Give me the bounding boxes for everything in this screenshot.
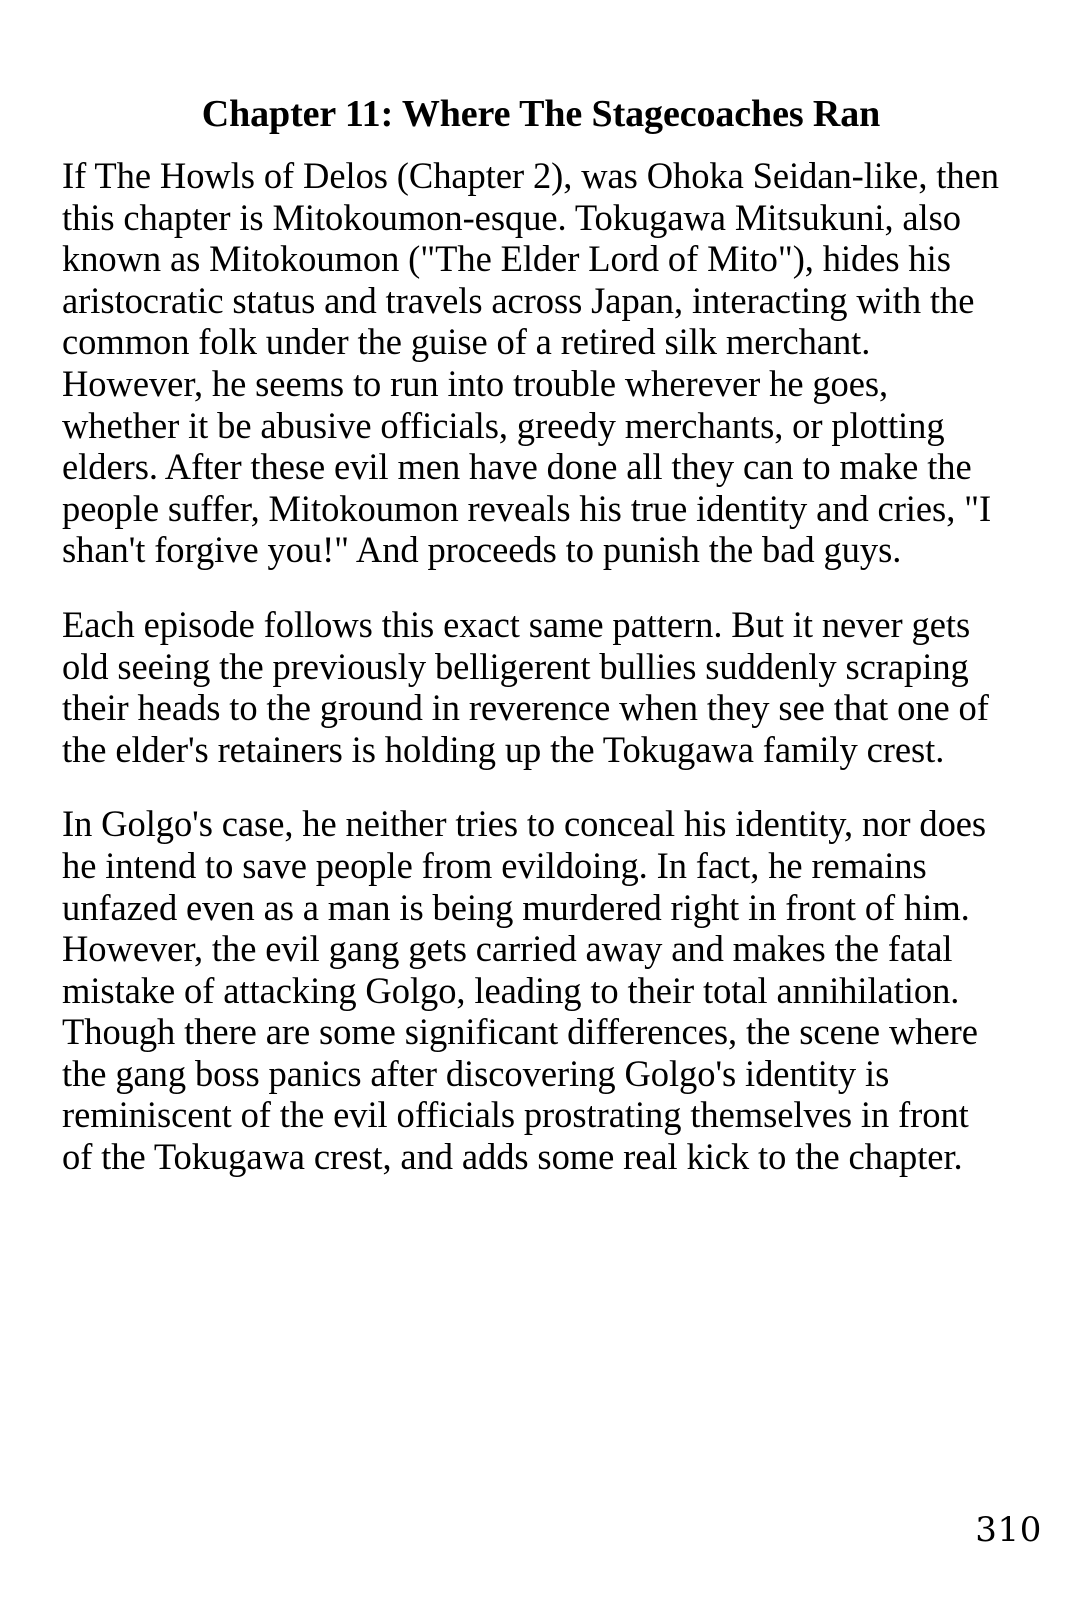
body-paragraph-1: If The Howls of Delos (Chapter 2), was Ohoka Seidan-like, then this chapter is Mitokoumon-esque. Tokugawa Mitsukuni, also known as Mitokoumon ("The Elder Lord of Mito"), hides his aristocratic status and travels across Japan, interacting with the common folk under the guise of a retired silk merchant. However, he seems to run into trouble wherever he goes, whether it be abusive officials, greedy merchants, or plotting elders. After these evil men have done all they can to make the people suffer, Mitokoumon reveals his true identity and cries, "I shan't forgive you!" And proceeds to punish the bad guys. <box>62 155 999 571</box>
body-text-column <box>62 155 1006 1178</box>
page-title: Chapter 11: Where The Stagecoaches Ran <box>201 93 881 136</box>
body-paragraph-3: In Golgo's case, he neither tries to conceal his identity, nor does he intend to save people from evildoing. In fact, he remains unfazed even as a man is being murdered right in front of him. However, the evil gang gets carried away and makes the fatal mistake of attacking Golgo, leading to their total annihilation. Though there are some significant differences, the scene where the gang boss panics after discovering Golgo's identity is reminiscent of the evil officials prostrating themselves in front of the Tokugawa crest, and adds some real kick to the chapter. <box>62 803 987 1178</box>
body-paragraph-2: Each episode follows this exact same pattern. But it never gets old seeing the previously belligerent bullies suddenly scraping their heads to the ground in reverence when they see that one of the elder's retainers is holding up the Tokugawa family crest. <box>62 603 989 770</box>
page-number: 310 <box>975 1510 1042 1550</box>
